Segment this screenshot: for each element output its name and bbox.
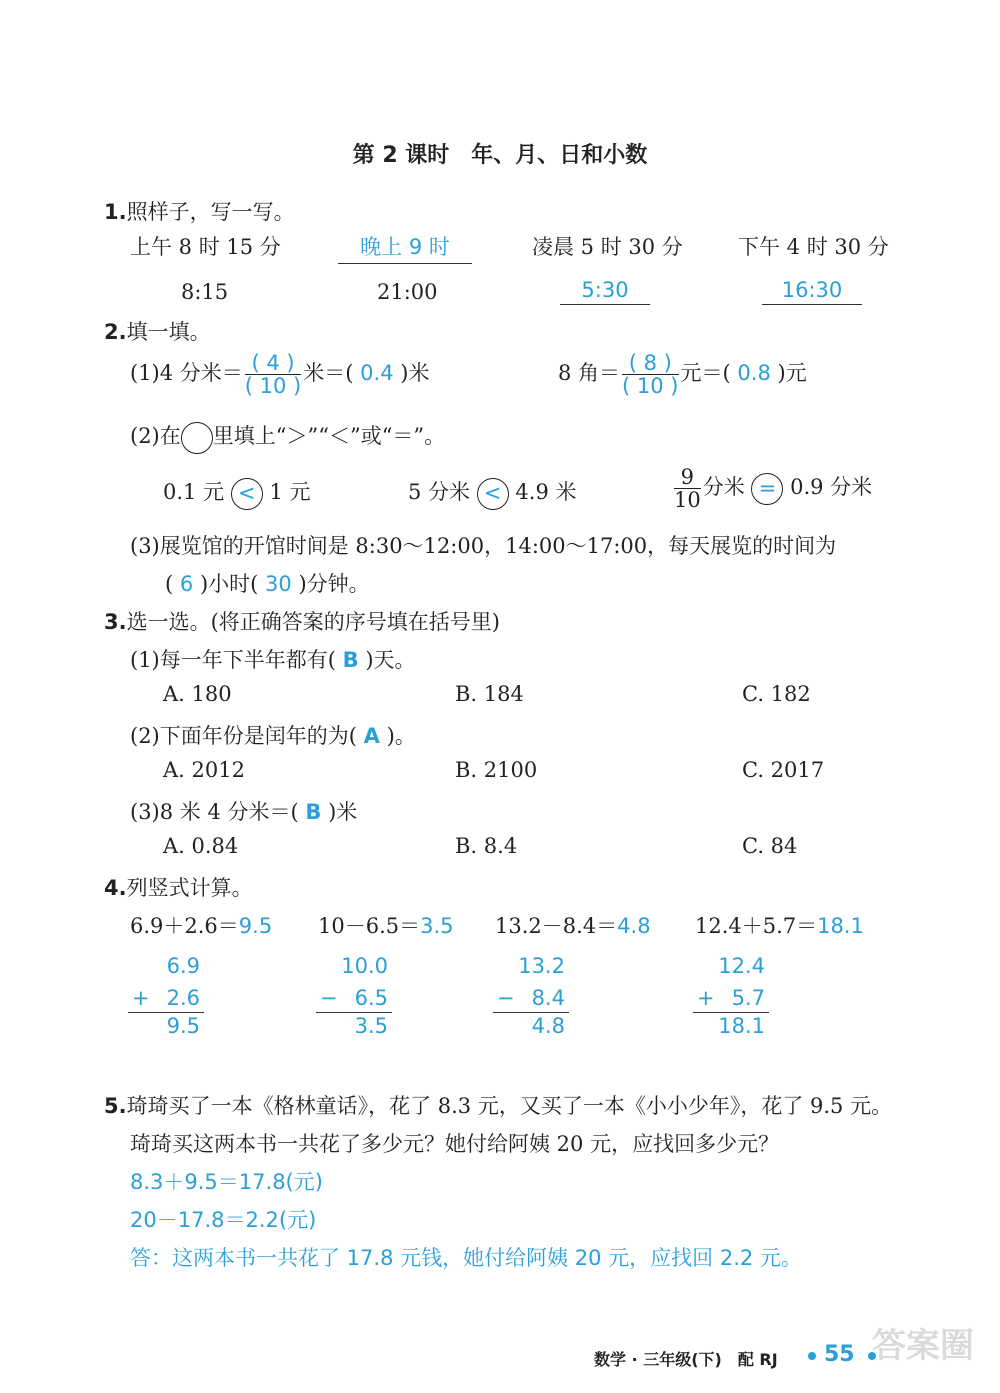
q2-number: 2. <box>104 320 127 344</box>
q2-p3-mid: )小时( <box>199 572 259 596</box>
q2-compare-1 <box>163 476 311 510</box>
q2-part2-prompt <box>130 420 445 454</box>
q3-i3-answer: B <box>305 800 322 824</box>
compare-3-den: 10 <box>674 488 701 512</box>
q1-header <box>104 196 295 226</box>
q5-answer-1: 8.3＋9.5＝17.8(元) <box>130 1170 323 1194</box>
q2-p1b-pre: 8 角＝ <box>558 361 621 385</box>
compare-2-answer: < <box>477 478 509 510</box>
q3-prompt: 选一选。(将正确答案的序号填在括号里) <box>126 610 500 634</box>
q3-i1-pre: (1)每一年下半年都有( <box>130 648 336 672</box>
q1-answer-bottom-3: 5:30 <box>560 278 650 305</box>
watermark-logo: 答案圈 <box>872 1326 974 1366</box>
q3-i3-pre: (3)8 米 4 分米＝( <box>130 800 299 824</box>
q2-p3-post: )分钟。 <box>298 572 370 596</box>
q2-part1-b <box>558 352 807 397</box>
q5-answer-3: 答：这两本书一共花了 17.8 元钱，她付给阿姨 20 元，应找回 2.2 元。 <box>130 1246 802 1270</box>
q4-expr-4 <box>695 910 864 940</box>
q3-i1-opt-a: A. 180 <box>163 682 232 706</box>
q4-c3-a: 13.2 <box>518 954 565 978</box>
q3-item-2 <box>130 720 416 750</box>
q1-bottom-2: 21:00 <box>377 280 438 304</box>
q3-number: 3. <box>104 610 127 634</box>
q2-p1b-num: ( 8 ) <box>628 351 672 375</box>
q1-number: 1. <box>104 200 127 224</box>
dot-icon <box>808 1352 816 1360</box>
q2-p1a-num: ( 4 ) <box>251 351 295 375</box>
q2-compare-2 <box>408 476 577 510</box>
q3-i3-opt-c: C. 84 <box>742 834 798 858</box>
q3-i2-opt-b: B. 2100 <box>455 758 538 782</box>
q4-e2-result: 3.5 <box>420 914 454 938</box>
q4-e3-result: 4.8 <box>617 914 651 938</box>
q2-part3-line2 <box>165 568 370 598</box>
compare-2-left: 5 分米 <box>408 480 471 504</box>
q3-i1-opt-b: B. 184 <box>455 682 524 706</box>
q2-p2-pre: (2)在 <box>130 424 181 448</box>
compare-3-answer: = <box>751 473 783 505</box>
q1-prompt: 照样子，写一写。 <box>126 200 295 224</box>
compare-3-right: 0.9 分米 <box>790 475 873 499</box>
q4-e1-text: 6.9＋2.6＝ <box>130 914 239 938</box>
q2-p1b-answer: 0.8 <box>737 361 771 385</box>
q3-i3-post: )米 <box>328 800 358 824</box>
q2-p1b-fraction <box>622 352 678 397</box>
compare-2-right: 4.9 米 <box>515 480 577 504</box>
q4-c4-a: 12.4 <box>718 954 765 978</box>
q3-i2-opt-c: C. 2017 <box>742 758 825 782</box>
q4-c4-r: 18.1 <box>718 1014 765 1038</box>
q5-number: 5. <box>104 1094 127 1118</box>
q5-line1 <box>104 1090 892 1120</box>
page-title: 第 2 课时 年、月、日和小数 <box>352 143 648 168</box>
compare-3-fraction <box>674 466 701 511</box>
q3-i1-answer: B <box>342 648 359 672</box>
q2-p1a-den: ( 10 ) <box>244 374 302 398</box>
q4-expr-2 <box>318 910 454 940</box>
q4-c2-line <box>316 1012 392 1013</box>
q3-i1-opt-c: C. 182 <box>742 682 811 706</box>
q4-c2-op: − <box>320 986 338 1010</box>
q4-c4-op: + <box>697 986 715 1010</box>
q1-bottom-1: 8:15 <box>181 280 229 304</box>
q4-c2-a: 10.0 <box>341 954 388 978</box>
compare-1-left: 0.1 元 <box>163 480 225 504</box>
q3-i3-opt-b: B. 8.4 <box>455 834 518 858</box>
q4-c2-r: 3.5 <box>354 1014 388 1038</box>
q2-p2-post: 里填上“＞”“＜”或“＝”。 <box>212 424 446 448</box>
q2-p1a-post: )米 <box>400 361 430 385</box>
footer-text: 数学 · 三年级(下) 配 RJ <box>594 1350 778 1369</box>
q2-p1a-fraction <box>245 352 301 397</box>
q2-prompt: 填一填。 <box>126 320 211 344</box>
q4-c1-b: 2.6 <box>166 986 200 1010</box>
q2-p3-answer-minutes: 30 <box>265 572 292 596</box>
q4-e3-text: 13.2－8.4＝ <box>495 914 618 938</box>
q4-header <box>104 872 253 902</box>
q3-i1-post: )天。 <box>365 648 416 672</box>
q4-c1-r: 9.5 <box>166 1014 200 1038</box>
q3-i2-pre: (2)下面年份是闰年的为( <box>130 724 357 748</box>
q4-e4-text: 12.4＋5.7＝ <box>695 914 818 938</box>
q2-part3-line1: (3)展览馆的开馆时间是 8:30～12:00，14:00～17:00，每天展览的时间为 <box>130 534 837 558</box>
q2-header <box>104 316 211 346</box>
q1-answer-top-2: 晚上 9 时 <box>338 231 472 264</box>
q3-item-1 <box>130 644 416 674</box>
q4-c3-op: − <box>497 986 515 1010</box>
q1-top-1: 上午 8 时 15 分 <box>130 235 281 259</box>
q4-c4-line <box>693 1012 769 1013</box>
q3-item-3 <box>130 796 357 826</box>
q2-p3-open: ( <box>165 572 174 596</box>
q4-c2-b: 6.5 <box>354 986 388 1010</box>
compare-1-right: 1 元 <box>269 480 311 504</box>
q4-c3-r: 4.8 <box>531 1014 565 1038</box>
q2-p1b-den: ( 10 ) <box>622 374 679 398</box>
q3-i3-opt-a: A. 0.84 <box>163 834 239 858</box>
compare-1-answer: < <box>231 478 263 510</box>
q3-i2-post: )。 <box>386 724 416 748</box>
q2-p1b-mid: 元＝( <box>680 361 731 385</box>
q5-line2: 琦琦买这两本书一共花了多少元？她付给阿姨 20 元，应找回多少元？ <box>130 1132 780 1156</box>
q4-number: 4. <box>104 876 127 900</box>
q4-c1-line <box>128 1012 204 1013</box>
q3-header <box>104 606 500 636</box>
q2-compare-3 <box>672 466 872 511</box>
compare-3-num: 9 <box>680 465 695 489</box>
page-number-badge <box>808 1340 878 1372</box>
page-number: 55 <box>824 1342 855 1367</box>
q1-answer-bottom-4: 16:30 <box>762 278 862 305</box>
q4-expr-3 <box>495 910 651 940</box>
compare-3-left: 分米 <box>702 475 745 499</box>
q3-i2-opt-a: A. 2012 <box>163 758 245 782</box>
q1-top-4: 下午 4 时 30 分 <box>738 235 889 259</box>
q2-p1a-pre: (1)4 分米＝ <box>130 361 243 385</box>
q5-text1: 琦琦买了一本《格林童话》，花了 8.3 元，又买了一本《小小少年》，花了 9.5 元。 <box>126 1094 893 1118</box>
q4-c1-a: 6.9 <box>166 954 200 978</box>
q4-c3-b: 8.4 <box>531 986 565 1010</box>
q2-p1b-post: )元 <box>777 361 807 385</box>
q4-c3-line <box>493 1012 569 1013</box>
q4-e4-result: 18.1 <box>817 914 864 938</box>
q2-p3-answer-hours: 6 <box>179 572 194 596</box>
q1-top-3: 凌晨 5 时 30 分 <box>532 235 683 259</box>
compare-circle-icon <box>181 422 213 454</box>
q5-answer-2: 20－17.8＝2.2(元) <box>130 1208 317 1232</box>
q2-p1a-mid: 米＝( <box>303 361 354 385</box>
q4-prompt: 列竖式计算。 <box>126 876 253 900</box>
q4-c1-op: + <box>132 986 150 1010</box>
q2-p1a-answer: 0.4 <box>360 361 394 385</box>
q4-e1-result: 9.5 <box>238 914 273 938</box>
q2-part1-a <box>130 352 429 397</box>
q4-c4-b: 5.7 <box>731 986 765 1010</box>
q4-expr-1 <box>130 910 272 940</box>
q3-i2-answer: A <box>363 724 380 748</box>
q4-e2-text: 10－6.5＝ <box>318 914 421 938</box>
